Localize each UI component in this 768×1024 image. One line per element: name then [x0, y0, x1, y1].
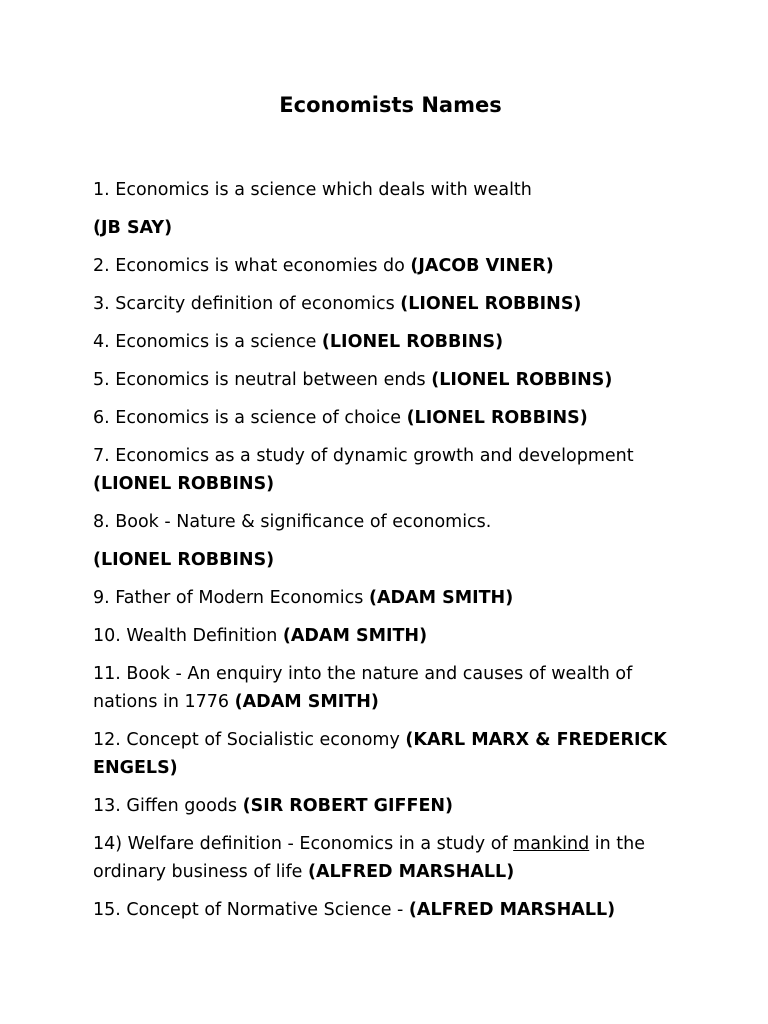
item-text: 4. Economics is a science: [93, 332, 322, 352]
item-text: 15. Concept of Normative Science -: [93, 900, 409, 920]
item-text: 7. Economics as a study of dynamic growth and development: [93, 446, 634, 466]
list-item-8-names: [93, 546, 688, 574]
item-text: 9. Father of Modern Economics: [93, 588, 369, 608]
item-text: 2. Economics is what economies do: [93, 256, 411, 276]
item-text: 6. Economics is a science of choice: [93, 408, 407, 428]
underlined-word: mankind: [513, 834, 590, 854]
item-text: 11. Book - An enquiry into the nature and causes of wealth of nations in 1776: [93, 664, 633, 712]
list-item-13: [93, 792, 688, 820]
list-item-7: [93, 442, 688, 498]
economist-names: (ALFRED MARSHALL): [408, 900, 616, 920]
list-item-2: [93, 252, 688, 280]
item-text: 5. Economics is neutral between ends: [93, 370, 432, 390]
economist-names: (LIONEL ROBBINS): [431, 370, 613, 390]
list-item-3: [93, 290, 688, 318]
list-item-14: [93, 830, 688, 886]
item-text: 10. Wealth Definition: [93, 626, 283, 646]
economist-names: (LIONEL ROBBINS): [321, 332, 504, 352]
list-item-1: [93, 176, 688, 204]
item-text-continued: in the ordinary business of life: [93, 834, 646, 882]
economist-names: (JB SAY): [93, 218, 173, 238]
economist-names: (ALFRED MARSHALL): [307, 862, 515, 882]
list-item-1-names: [93, 214, 688, 242]
page-title: Economists Names: [279, 93, 502, 117]
item-text: 1. Economics is a science which deals with wealth: [93, 180, 532, 200]
economist-names: (LIONEL ROBBINS): [93, 550, 275, 570]
economist-names: (KARL MARX & FREDERICK ENGELS): [93, 730, 667, 778]
economist-names: (LIONEL ROBBINS): [406, 408, 588, 428]
economist-names: (ADAM SMITH): [368, 588, 514, 608]
list-item-4: [93, 328, 688, 356]
list-item-15: [93, 896, 688, 924]
list-item-5: [93, 366, 688, 394]
list-item-10: [93, 622, 688, 650]
economist-names: (LIONEL ROBBINS): [400, 294, 582, 314]
item-text: 14) Welfare definition - Economics in a study of: [93, 834, 514, 854]
economist-names: (ADAM SMITH): [282, 626, 428, 646]
economist-names: (LIONEL ROBBINS): [93, 474, 275, 494]
item-text: 12. Concept of Socialistic economy: [93, 730, 406, 750]
economist-names: (JACOB VINER): [410, 256, 554, 276]
list-item-6: [93, 404, 688, 432]
list-item-11: [93, 660, 688, 716]
economist-names: (SIR ROBERT GIFFEN): [242, 796, 454, 816]
list-item-8: [93, 508, 688, 536]
list-item-12: [93, 726, 688, 782]
item-text: 8. Book - Nature & significance of economics.: [93, 512, 492, 532]
item-text: 3. Scarcity definition of economics: [93, 294, 401, 314]
list-item-9: [93, 584, 688, 612]
economist-names: (ADAM SMITH): [234, 692, 379, 712]
item-text: 13. Giffen goods: [93, 796, 243, 816]
